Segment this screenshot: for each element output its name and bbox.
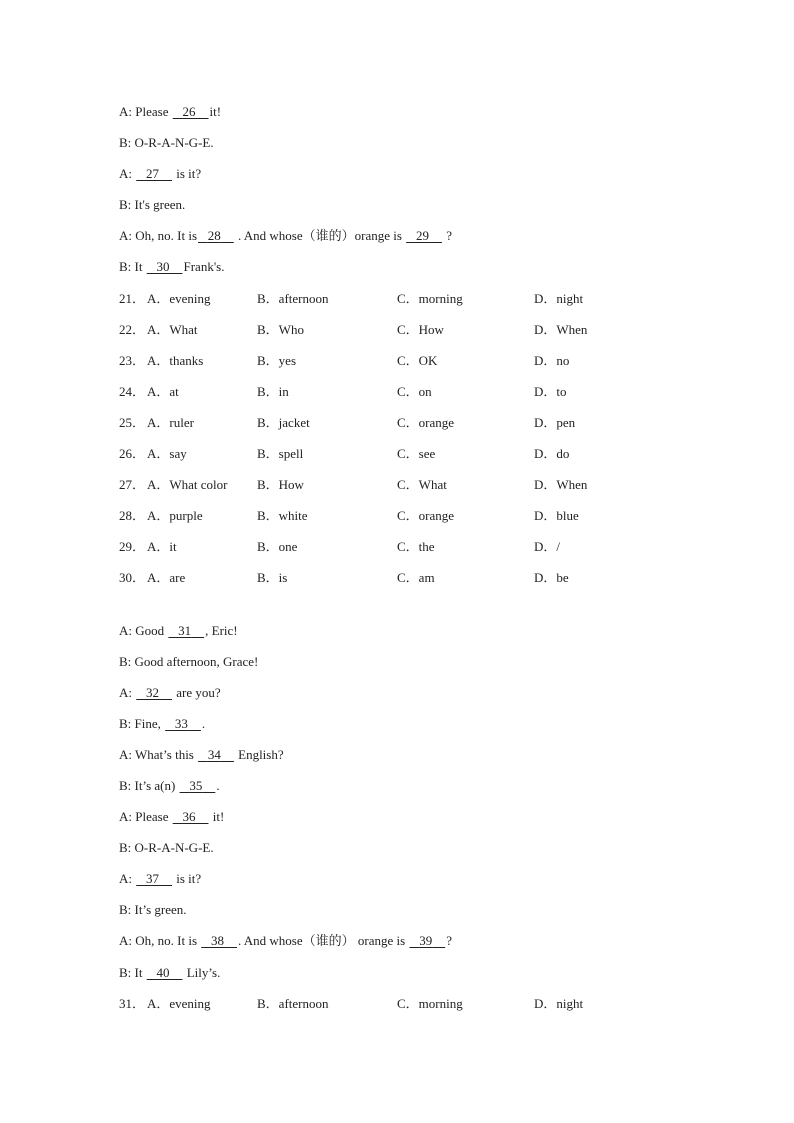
blank-number: 38 — [211, 933, 224, 949]
dialog-text: B: It — [119, 964, 146, 980]
option-b[interactable]: B．afternoon — [257, 995, 329, 1011]
answer-blank[interactable] — [135, 683, 173, 703]
dialog-text: it! — [209, 809, 225, 825]
option-a[interactable]: A．are — [147, 570, 186, 586]
option-c[interactable]: C．orange — [397, 508, 455, 524]
option-b[interactable]: B．white — [257, 508, 308, 524]
blank-number: 34 — [207, 746, 221, 762]
blank-number: 28 — [207, 228, 221, 244]
dialog-line — [119, 714, 719, 745]
option-d[interactable]: D．be — [534, 570, 569, 586]
dialog-line — [119, 931, 719, 962]
dialog-text: are you? — [173, 684, 221, 700]
options-2 — [119, 994, 719, 1025]
option-c[interactable]: C．see — [397, 446, 436, 462]
dialog-text: A: What’s this — [119, 746, 198, 762]
question-row — [119, 475, 719, 506]
dialog-line — [119, 102, 719, 133]
dialog-line — [119, 838, 719, 869]
option-c[interactable]: C．morning — [397, 995, 463, 1011]
dialog-text: B: It's green. — [119, 197, 186, 213]
option-a[interactable]: A．say — [147, 446, 187, 462]
blank-number: 27 — [146, 166, 159, 182]
blank-number: 29 — [415, 228, 429, 244]
dialog-line — [119, 963, 719, 994]
option-d[interactable]: D．When — [534, 477, 588, 493]
option-a[interactable]: A．ruler — [147, 414, 194, 430]
option-b[interactable]: B．afternoon — [257, 290, 329, 306]
dialog-line — [119, 745, 719, 776]
question-row — [119, 351, 719, 382]
option-c[interactable]: C．orange — [397, 414, 455, 430]
question-row — [119, 537, 719, 568]
dialog-line — [119, 195, 719, 226]
answer-blank[interactable] — [135, 869, 173, 889]
dialog-text: B: Fine, — [119, 715, 165, 731]
question-number: 29． — [119, 539, 146, 555]
dialog-text: B: It’s green. — [119, 902, 187, 918]
blank-number: 36 — [182, 809, 196, 825]
dialog-line — [119, 776, 719, 807]
blank-number: 26 — [182, 104, 196, 119]
question-number: 25． — [119, 414, 146, 430]
dialog-text: A: — [119, 684, 136, 700]
option-b[interactable]: B．in — [257, 383, 289, 399]
option-b[interactable]: B．jacket — [257, 414, 310, 430]
answer-blank[interactable] — [146, 963, 184, 983]
answer-blank[interactable] — [197, 745, 235, 765]
section-gap — [119, 600, 719, 621]
dialog-text: A: — [119, 871, 136, 887]
question-row — [119, 994, 719, 1025]
dialog-text: B: It — [119, 259, 146, 275]
option-d[interactable]: D．pen — [534, 414, 576, 430]
option-a[interactable]: A．What color — [147, 477, 228, 493]
answer-blank[interactable] — [164, 714, 202, 734]
option-a[interactable]: A．it — [147, 539, 177, 555]
blank-number: 31 — [178, 622, 192, 638]
option-c[interactable]: C．morning — [397, 290, 463, 306]
question-row — [119, 444, 719, 475]
question-row — [119, 413, 719, 444]
dialog-text: A: Oh, no. It is — [119, 933, 201, 949]
option-a[interactable]: A．thanks — [147, 352, 204, 368]
dialog-line — [119, 164, 719, 195]
option-d[interactable]: D．do — [534, 446, 570, 462]
dialog-text: Lily’s. — [183, 964, 221, 980]
answer-blank[interactable] — [408, 931, 446, 951]
dialog-text: B: Good afternoon, Grace! — [119, 653, 259, 669]
question-number: 22． — [119, 321, 146, 337]
option-c[interactable]: C．OK — [397, 352, 438, 368]
option-c[interactable]: C．am — [397, 570, 435, 586]
option-d[interactable]: D．to — [534, 383, 567, 399]
dialog-line — [119, 257, 719, 288]
question-row — [119, 506, 719, 537]
dialog-text: A: Oh, no. It is — [119, 228, 197, 244]
option-b[interactable]: B．yes — [257, 352, 297, 368]
question-number: 21． — [119, 290, 146, 306]
question-row — [119, 568, 719, 599]
answer-blank[interactable] — [197, 226, 235, 246]
answer-blank[interactable] — [172, 807, 210, 827]
dialog-text: it! — [209, 104, 222, 119]
blank-number: 35 — [189, 777, 203, 793]
answer-blank[interactable] — [179, 776, 220, 796]
option-b[interactable]: B．is — [257, 570, 288, 586]
dialog-text: B: O-R-A-N-G-E. — [119, 135, 214, 151]
dialog-line — [119, 869, 719, 900]
option-b[interactable]: B．How — [257, 477, 304, 493]
question-number: 30． — [119, 570, 146, 586]
dialog-line — [119, 133, 719, 164]
option-c[interactable]: C．the — [397, 539, 435, 555]
dialog-text: Frank's. — [183, 259, 225, 275]
dialog-line — [119, 807, 719, 838]
option-d[interactable]: D．blue — [534, 508, 579, 524]
dialog-text: A: Good — [119, 622, 168, 638]
blank-number: 33 — [174, 715, 188, 731]
option-c[interactable]: C．How — [397, 321, 444, 337]
dialog-line — [119, 900, 719, 931]
option-b[interactable]: B．one — [257, 539, 298, 555]
option-a[interactable]: A．What — [147, 321, 198, 337]
blank-number: 40 — [156, 964, 170, 980]
dialog-text: . — [216, 777, 220, 793]
dialog-text: B: It’s a(n) — [119, 777, 179, 793]
question-number: 27． — [119, 477, 146, 493]
dialog-text: A: — [119, 166, 136, 182]
dialog-1 — [119, 102, 719, 289]
option-a[interactable]: A．at — [147, 383, 179, 399]
dialog-text: B: O-R-A-N-G-E. — [119, 840, 214, 856]
answer-blank[interactable] — [172, 102, 210, 122]
option-d[interactable]: D．When — [534, 321, 588, 337]
dialog-text: . — [201, 715, 206, 731]
dialog-text: A: Please — [119, 104, 172, 119]
dialog-text: is it? — [173, 871, 202, 887]
blank-number: 37 — [146, 871, 159, 887]
option-d[interactable]: D．no — [534, 352, 570, 368]
blank-number: 39 — [419, 933, 433, 949]
dialog-text: is it? — [173, 166, 202, 182]
option-a[interactable]: A．evening — [147, 995, 211, 1011]
question-row — [119, 320, 719, 351]
dialog-line — [119, 621, 719, 652]
option-a[interactable]: A．purple — [147, 508, 203, 524]
option-c[interactable]: C．on — [397, 383, 432, 399]
dialog-2 — [119, 621, 719, 994]
question-number: 23． — [119, 352, 146, 368]
option-d[interactable]: D．night — [534, 290, 584, 306]
blank-number: 32 — [146, 684, 159, 700]
answer-blank[interactable] — [135, 164, 173, 184]
answer-blank[interactable] — [167, 621, 205, 641]
dialog-line — [119, 683, 719, 714]
option-c[interactable]: C．What — [397, 477, 447, 493]
dialog-text: English? — [234, 746, 284, 762]
question-number: 26． — [119, 446, 146, 462]
blank-number: 30 — [156, 259, 170, 275]
option-d[interactable]: D．/ — [534, 539, 561, 555]
question-row — [119, 382, 719, 413]
question-number: 28． — [119, 508, 146, 524]
question-number: 31． — [119, 995, 146, 1011]
options-1 — [119, 289, 719, 600]
option-d[interactable]: D．night — [534, 995, 584, 1011]
dialog-text: , Eric! — [205, 622, 238, 638]
dialog-text: . And whose（谁的） orange is — [238, 933, 409, 949]
dialog-text: ? — [446, 933, 452, 949]
answer-blank[interactable] — [146, 257, 184, 277]
dialog-text: A: Please — [119, 809, 172, 825]
option-b[interactable]: B．spell — [257, 446, 304, 462]
dialog-line — [119, 652, 719, 683]
answer-blank[interactable] — [405, 226, 443, 246]
dialog-text: ? — [442, 228, 452, 244]
worksheet-page — [119, 102, 719, 1025]
dialog-line — [119, 226, 719, 257]
option-b[interactable]: B．Who — [257, 321, 304, 337]
question-number: 24． — [119, 383, 146, 399]
dialog-text: . And whose（谁的）orange is — [234, 228, 406, 244]
option-a[interactable]: A．evening — [147, 290, 211, 306]
question-row — [119, 289, 719, 320]
answer-blank[interactable] — [200, 931, 238, 951]
